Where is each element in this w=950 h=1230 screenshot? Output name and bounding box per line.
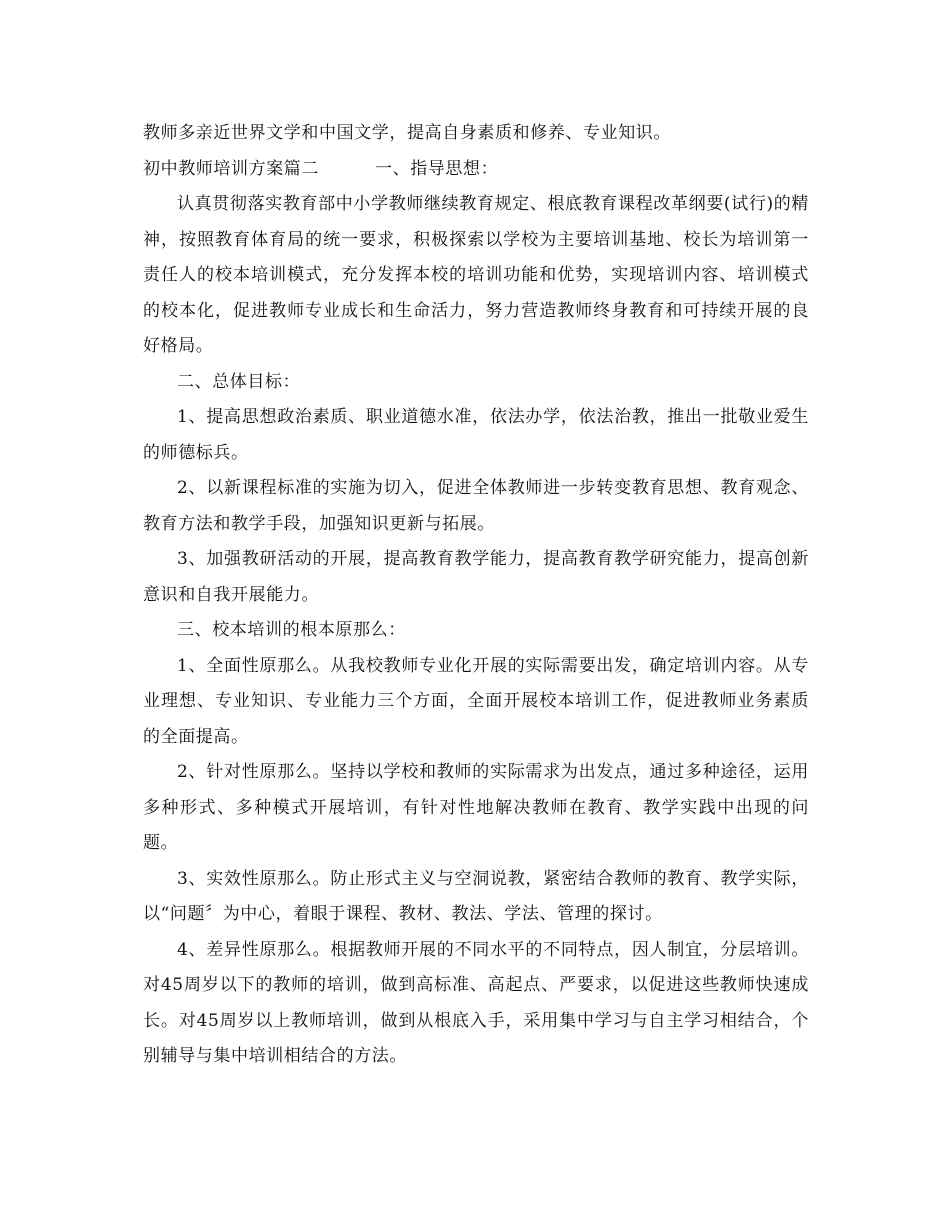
document-body [143,116,809,1075]
plan-heading-line [143,152,809,188]
lead-line: 教师多亲近世界文学和中国文学，提高自身素质和修养、专业知识。 [143,123,671,143]
plan-title: 初中教师培训方案篇二 [143,158,319,179]
goal-item: 3、加强教研活动的开展，提高教育教学能力，提高教育教学研究能力，提高创新意识和自我开展能力。 [143,549,809,605]
goal-item: 2、以新课程标准的实施为切入，促进全体教师进一步转变教育思想、教育观念、教育方法和教学手段，加强知识更新与拓展。 [143,478,809,534]
guiding-thought-paragraph: 认真贯彻落实教育部中小学教师继续教育规定、根底教育课程改革纲要(试行)的精神，按照教育体育局的统一要求，积极探索以学校为主要培训基地、校长为培训第一责任人的校本培训模式，充分发挥本校的培训功能和优势，实现培训内容、培训模式的校本化，促进教师专业成长和生命活力，努力营造教师终身教育和可持续开展的良好格局。 [143,194,809,356]
principle-item: 3、实效性原那么。防止形式主义与空洞说教，紧密结合教师的教育、教学实际，以“问题〞为中心，着眼于课程、教材、教法、学法、管理的探讨。 [143,868,809,924]
section-title: 一、指导思想： [375,158,499,179]
goal-item: 1、提高思想政治素质、职业道德水准，依法办学，依法治教，推出一批敬业爱生的师德标兵。 [143,407,809,463]
principle-item: 4、差异性原那么。根据教师开展的不同水平的不同特点，因人制宜，分层培训。对45周岁以下的教师的培训，做到高标准、高起点、严要求，以促进这些教师快速成长。对45周岁以上教师培训，做到从根底入手，采用集中学习与自主学习相结合，个别辅导与集中培训相结合的方法。 [143,939,809,1066]
principle-item: 1、全面性原那么。从我校教师专业化开展的实际需要出发，确定培训内容。从专业理想、专业知识、专业能力三个方面，全面开展校本培训工作，促进教师业务素质的全面提高。 [143,655,809,747]
section-heading: 三、校本培训的根本原那么： [177,620,406,640]
section-heading: 二、总体目标： [177,371,301,392]
principle-item: 2、针对性原那么。坚持以学校和教师的实际需求为出发点，通过多种途径，运用多种形式、多种模式开展培训，有针对性地解决教师在教育、教学实践中出现的问题。 [143,762,809,853]
